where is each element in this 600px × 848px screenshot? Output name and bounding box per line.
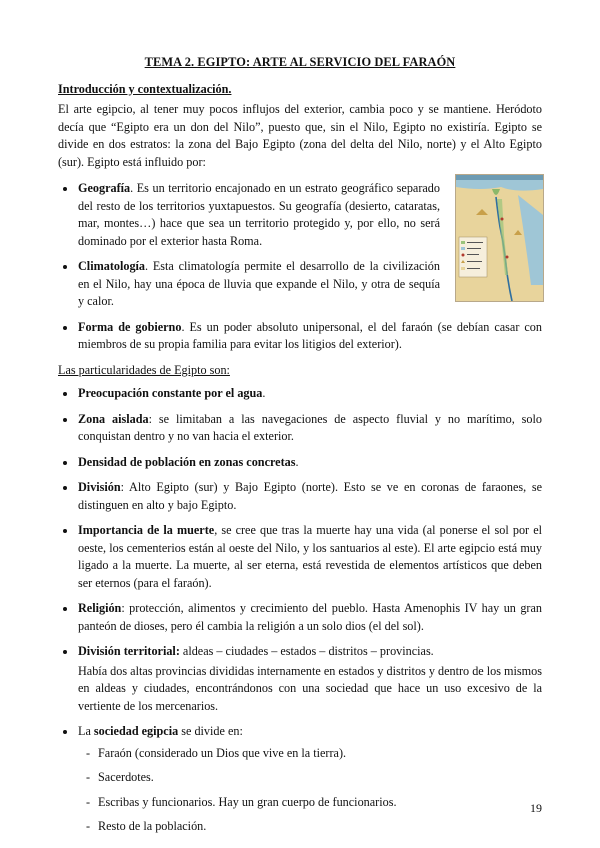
society-list: [58, 723, 542, 741]
item-text: .: [262, 386, 266, 400]
list-item: La sociedad egipcia se divide en:: [58, 723, 542, 741]
list-item: - Sacerdotes.: [58, 769, 542, 787]
term: Densidad de población en zonas concretas: [78, 454, 296, 469]
item-text: : Alto Egipto (sur) y Bajo Egipto (norte). Esto se ve en coronas de faraones, se distinguen en alto y bajo Egipto.: [78, 480, 542, 512]
particularities-list: [58, 385, 542, 661]
term: División: [78, 480, 121, 494]
item-text: : se limitaban a las navegaciones de aspecto fluvial y no marítimo, solo conquistan dentro y no van hacia el exterior.: [78, 411, 542, 443]
list-item: [58, 600, 542, 635]
item-text: . Es un territorio encajonado en un estrato geográfico separado del resto de los territorios yuxtapuestos. Su geografía (desierto, cataratas, mar, montes…) hace que sea un territorio protegido y, por ello, no será dominado por el exterior hasta Roma.: [78, 181, 440, 248]
list-item: [58, 411, 542, 446]
item-text: . Es un poder absoluto unipersonal, el del faraón (se debían casar con miembros de su propia familia para evitar los litigios del exterior).: [78, 319, 542, 351]
item-text: .: [295, 454, 299, 469]
list-item: - Faraón (considerado un Dios que vive en la tierra).: [58, 745, 542, 763]
term-climatologia: Climatología: [78, 259, 146, 273]
document-page: [58, 54, 542, 843]
egypt-map-image: [455, 174, 544, 302]
term-sociedad: sociedad egipcia: [93, 724, 179, 738]
list-item: [58, 643, 542, 661]
intro-paragraph: El arte egipcio, al tener muy pocos influjos del exterior, cambia poco y se mantiene. Heródoto decía que “Egipto era un don del Nilo”, puesto que, sin el Nilo, Egipto no existiría. Egipto se divide en dos estratos: la zona del Bajo Egipto (zona del delta del Nilo, norte) y el Alto Egipto (sur). Egipto está influido por:: [58, 102, 542, 169]
document-title: TEMA 2. EGIPTO: ARTE AL SERVICIO DEL FARAÓN: [144, 55, 456, 69]
list-item: - Resto de la población.: [58, 818, 542, 836]
list-item: [58, 319, 542, 354]
intro-heading: Introducción y contextualización.: [58, 81, 232, 96]
term: Preocupación constante por el agua: [78, 386, 263, 400]
term: Importancia de la muerte: [78, 523, 215, 537]
item-text: , se cree que tras la muerte hay una vida (al ponerse el sol por el oeste, los cementerios están al oeste del Nilo, y los santuarios al este). El arte egipcio está muy ligado a la muerte. La muerte, al ser eterna, está revestida de elementos artísticos que deben ser eternos (para el faraón).: [78, 523, 542, 590]
list-item: [58, 258, 440, 311]
list-item: [58, 479, 542, 514]
territorial-note: Había dos altas provincias divididas internamente en estados y distritos y dentro de los mismos en aldeas y ciudades, encontrándonos con una sociedad que hace un uso excesivo de la vertiente de los mercenarios.: [78, 663, 542, 713]
list-item: - Escribas y funcionarios. Hay un gran cuerpo de funcionarios.: [58, 794, 542, 812]
page-number: 19: [530, 801, 542, 815]
term-forma-gobierno: Forma de gobierno: [78, 319, 182, 334]
society-classes: [58, 745, 542, 836]
list-item: [58, 454, 542, 472]
particularities-heading: Las particularidades de Egipto son:: [58, 362, 230, 377]
list-item: [58, 522, 542, 592]
item-text: : protección, alimentos y crecimiento del pueblo. Hasta Amenophis IV hay un gran panteón de dioses, pero él cambia la religión a un solo dios (el del sol).: [78, 601, 542, 633]
list-item: [58, 180, 440, 250]
map-graphic: [456, 175, 543, 301]
item-text: aldeas – ciudades – estados – distritos – provincias.: [179, 644, 434, 658]
item-text: . Esta climatología permite el desarrollo de la civilización en el Nilo, hay una época de lluvia que expande el Nilo, y otra de sequía y calor.: [78, 259, 440, 308]
term: Religión: [78, 601, 122, 615]
term: División territorial:: [78, 644, 180, 658]
list-item: [58, 385, 542, 403]
term-geografia: Geografía: [78, 181, 131, 195]
term: Zona aislada: [78, 411, 149, 426]
